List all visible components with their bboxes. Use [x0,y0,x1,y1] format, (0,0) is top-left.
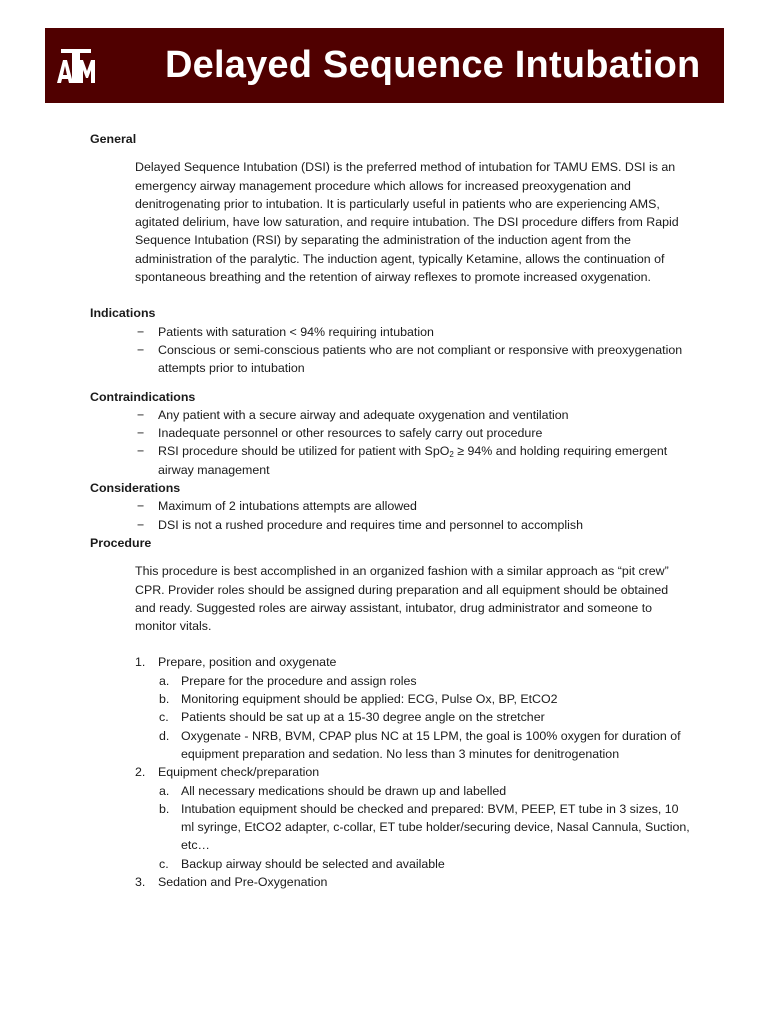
list-item: b. Intubation equipment should be checked and prepared: BVM, PEEP, ET tube in 3 sizes, 10 ml syringe, EtCO2 adapter, c-collar, ET tube holder/securing device, Nasal Cannula, Suction, etc… [159,801,690,853]
list-item: − RSI procedure should be utilized for patient with SpO$_2$ ≥ 94% and holding requiring emergent airway management [137,444,668,477]
considerations-list [90,497,690,534]
procedure-intro: This procedure is best accomplished in an organized fashion with a similar approach as “pit crew” CPR. Provider roles should be assigned during preparation and all equipment should be obtained and ready. Suggested roles are airway assistant, intubator, drug administrator and someone to monitor vitals. [135,564,669,634]
substep-list [158,782,690,873]
texas-am-logo-icon [57,46,95,84]
procedure-heading: Procedure [90,535,152,550]
general-heading: General [90,132,137,146]
contraindications-heading: Contraindications [90,389,196,404]
indications-heading: Indications [90,306,156,321]
document-body [90,130,690,891]
indications-list [90,323,690,378]
list-item: − Any patient with a secure airway and adequate oxygenation and ventilation [137,407,569,422]
procedure-step: 2. Equipment check/preparation a. All necessary medications should be drawn up and labelled b. Intubation equipment should be checked and prepared: BVM, PEEP, ET tube in 3 sizes, 10 ml syringe, EtCO2 adapter, c-collar, ET tube holder/securing device, Nasal Cannula, Suction, etc… c. Backup airway should be selected and available [90,763,690,873]
page-title: Delayed Sequence Intubation [165,44,701,86]
procedure-step: 1. Prepare, position and oxygenate a. Prepare for the procedure and assign roles b. Monitoring equipment should be applied: ECG, Pulse Ox, BP, EtCO2 c. Patients should be sat up at a 15-30 degree angle on the stretcher d. Oxygenate - NRB, BVM, CPAP plus NC at 15 LPM, the goal is 100% oxygen for duration of equipment preparation and sedation. No less than 3 minutes for denitrogenation [90,653,690,763]
list-item: c. Patients should be sat up at a 15-30 degree angle on the stretcher [159,710,545,725]
substep-list [158,672,690,763]
list-item: a. Prepare for the procedure and assign roles [159,673,417,688]
list-item: − DSI is not a rushed procedure and requires time and personnel to accomplish [137,517,583,532]
list-item: c. Backup airway should be selected and available [159,856,445,871]
contraindications-list [90,406,690,479]
list-item: − Conscious or semi-conscious patients who are not compliant or responsive with preoxygenation attempts prior to intubation [137,342,683,376]
list-item: a. All necessary medications should be drawn up and labelled [159,783,507,798]
list-item: − Inadequate personnel or other resources to safely carry out procedure [137,426,543,441]
list-item: d. Oxygenate - NRB, BVM, CPAP plus NC at 15 LPM, the goal is 100% oxygen for duration of equipment preparation and sedation. No less than 3 minutes for denitrogenation [159,728,681,761]
list-item: − Patients with saturation < 94% requiring intubation [137,324,434,339]
list-item: − Maximum of 2 intubations attempts are allowed [137,499,417,514]
procedure-step: 3. Sedation and Pre-Oxygenation [135,874,328,889]
general-paragraph: Delayed Sequence Intubation (DSI) is the preferred method of intubation for TAMU EMS. DSI is an emergency airway management procedure which allows for increased preoxygenation and denitrogenating prior to intubation. It is particularly useful in patients who are experiencing AMS, agitated delirium, have low saturation, and require intubation. The DSI procedure differs from Rapid Sequence Intubation (RSI) by separating the administration of the induction agent from the administration of the paralytic. The induction agent, typically Ketamine, allows the continuation of spontaneous breathing and the retention of airway reflexes to promote increased oxygenation. [135,160,679,285]
title-banner [45,28,724,103]
considerations-heading: Considerations [90,481,181,496]
procedure-steps [90,653,690,891]
list-item: b. Monitoring equipment should be applied: ECG, Pulse Ox, BP, EtCO2 [159,692,558,707]
